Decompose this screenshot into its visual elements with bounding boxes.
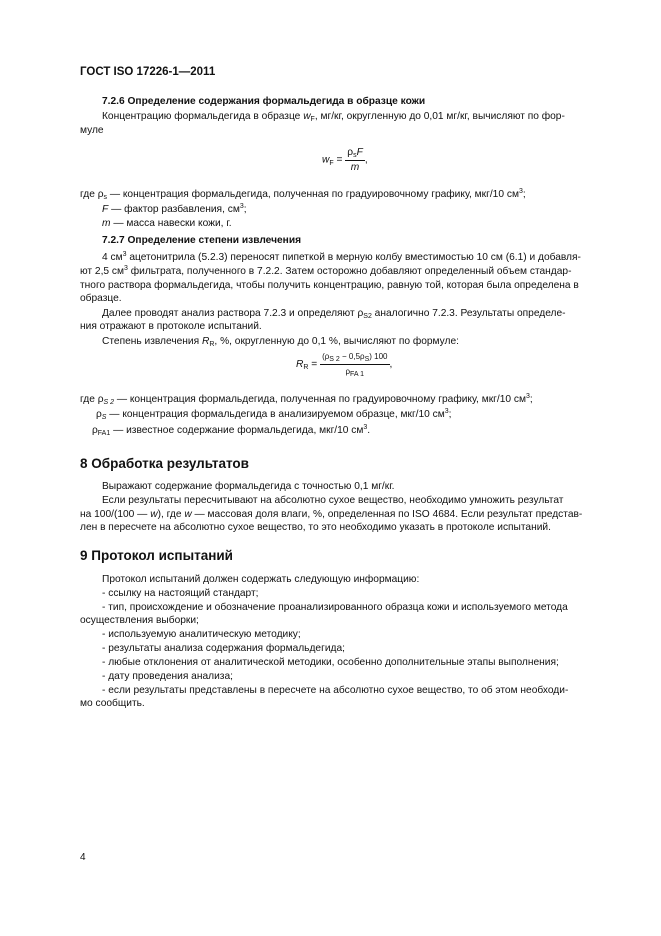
formula-rr xyxy=(296,350,392,379)
text-run: ), где xyxy=(157,509,185,520)
variable: w xyxy=(150,509,158,520)
superscript: 3 xyxy=(239,203,244,210)
superscript: 3 xyxy=(363,424,368,431)
denominator: m xyxy=(350,162,360,173)
formula-end: , xyxy=(389,359,393,371)
text-run: , %, округленную до 0,1 %, вычисляют по формуле: xyxy=(214,336,459,347)
text-run: где xyxy=(80,189,98,200)
definition-line xyxy=(80,188,526,202)
heading-section-9: 9 Протокол испытаний xyxy=(80,548,233,563)
variable: R xyxy=(201,336,210,347)
list-item: осуществления выборки; xyxy=(80,615,199,626)
text-run: — концентрация формальдегида, полученная по градуировочному графику, мкг/10 см xyxy=(107,189,519,200)
subscript: R xyxy=(303,364,309,372)
symbol: ρ xyxy=(345,367,351,376)
list-item: мо сообщить. xyxy=(80,698,145,709)
text-run: — фактор разбавления, см xyxy=(108,204,240,215)
text-run: на 100/(100 — xyxy=(80,509,151,520)
list-item: - используемую аналитическую методику; xyxy=(102,629,301,640)
subscript: F xyxy=(329,159,334,167)
heading-7-2-7: 7.2.7 Определение степени извлечения xyxy=(102,235,302,246)
subscript: S 2 xyxy=(329,356,340,363)
list-item: - если результаты представлены в пересчете на абсолютно сухое вещество, то об этом необходи- xyxy=(102,685,569,696)
paragraph-line xyxy=(102,251,581,265)
denominator xyxy=(320,365,389,379)
list-item: - дату проведения анализа; xyxy=(102,671,233,682)
subscript: s xyxy=(353,152,357,159)
symbol: ρ xyxy=(357,308,364,319)
equals-sign: = xyxy=(336,154,343,166)
text-run: — концентрация формальдегида, полученная по градуировочному графику, мкг/10 см xyxy=(114,394,526,405)
symbol: ρ xyxy=(96,409,102,420)
text-run: фильтрата, полученного в 7.2.2. Затем осторожно добавляют определенный объем стандар- xyxy=(127,266,572,277)
text-run: ) 100 xyxy=(369,352,388,361)
paragraph-line: ния отражают в протоколе испытаний. xyxy=(80,321,262,332)
paragraph-line: лен в пересчете на абсолютно сухое вещество, то это необходимо указать в протоколе испытаний. xyxy=(80,522,551,533)
formula-lhs: w xyxy=(322,154,330,166)
list-item: - ссылку на настоящий стандарт; xyxy=(102,588,259,599)
subscript: FA 1 xyxy=(350,371,365,378)
paragraph-line: тного раствора формальдегида, чтобы получить концентрацию, равную той, которая была определена в xyxy=(80,280,579,291)
subscript: FA1 xyxy=(97,430,111,437)
text-run: — масса навески кожи, г. xyxy=(110,218,232,229)
definition-line xyxy=(102,203,247,217)
definition-line xyxy=(80,393,533,407)
equals-sign: = xyxy=(311,359,318,371)
text-run: 4 см xyxy=(102,252,123,263)
text-run: — концентрация формальдегида в анализируемом образце, мкг/10 см xyxy=(106,409,445,420)
text-run: . xyxy=(367,425,371,436)
text-run: ; xyxy=(529,394,533,405)
formula-fraction xyxy=(345,146,365,174)
text-run: , мг/кг, округленную до 0,01 мг/кг, вычисляют по фор- xyxy=(314,111,565,122)
text-run: ; xyxy=(522,189,526,200)
text-run: где xyxy=(80,394,98,405)
formula-wf xyxy=(322,146,368,174)
list-item: - тип, происхождение и обозначение проанализированного образца кожи и используемого метода xyxy=(102,602,568,613)
variable: F xyxy=(356,147,363,158)
paragraph-line xyxy=(102,307,566,321)
paragraph-line xyxy=(102,335,459,349)
superscript: 3 xyxy=(124,265,128,272)
subscript: S xyxy=(364,356,370,363)
subscript: s xyxy=(103,194,107,201)
paragraph-line: Выражают содержание формальдегида с точностью 0,1 мг/кг. xyxy=(102,481,395,492)
page-number: 4 xyxy=(80,852,86,863)
definition-line xyxy=(102,217,232,230)
superscript: 3 xyxy=(122,251,127,258)
text-run: (ρ xyxy=(322,352,330,361)
text-run: — известное содержание формальдегида, мкг/10 см xyxy=(110,425,364,436)
numerator xyxy=(345,146,365,161)
variable: w xyxy=(303,111,311,122)
paragraph-line xyxy=(80,508,582,521)
formula-fraction xyxy=(320,350,389,379)
subscript: S xyxy=(101,414,107,421)
rho: ρ xyxy=(347,147,354,158)
superscript: 3 xyxy=(444,408,449,415)
formula-lhs: R xyxy=(296,359,304,371)
paragraph-line xyxy=(80,265,571,279)
text-run: ; xyxy=(448,409,452,420)
formula-end: , xyxy=(364,154,368,166)
text-run: Концентрацию формальдегида в образце xyxy=(102,111,304,122)
heading-section-8: 8 Обработка результатов xyxy=(80,456,249,471)
text-run: Степень извлечения xyxy=(102,336,202,347)
subscript: R xyxy=(209,341,215,348)
superscript: 3 xyxy=(518,188,523,195)
symbol: ρ xyxy=(97,189,104,200)
paragraph-line: Если результаты пересчитывают на абсолютно сухое вещество, необходимо умножить результат xyxy=(102,495,564,506)
heading-7-2-6: 7.2.6 Определение содержания формальдегида в образце кожи xyxy=(102,96,426,107)
superscript: 3 xyxy=(525,393,530,400)
paragraph-line: муле xyxy=(80,125,104,136)
paragraph-line xyxy=(102,110,565,124)
text-run: ; xyxy=(243,204,247,215)
symbol: m xyxy=(102,218,111,229)
list-item: - результаты анализа содержания формальдегида; xyxy=(102,643,345,654)
text-run: — массовая доля влаги, %, определенная по ISO 4684. Если результат представ- xyxy=(191,509,583,520)
paragraph-line: образце. xyxy=(80,293,122,304)
paragraph-line: Протокол испытаний должен содержать следующую информацию: xyxy=(102,574,420,585)
symbol: ρ xyxy=(92,425,98,436)
definition-line xyxy=(96,408,452,422)
text-run: Далее проводят анализ раствора 7.2.3 и определяют xyxy=(102,308,358,319)
symbol: F xyxy=(102,204,109,215)
numerator xyxy=(320,350,389,365)
subscript: S2 xyxy=(363,313,372,320)
subscript: S 2 xyxy=(103,399,115,406)
text-run: ацетонитрила (5.2.3) переносят пипеткой в мерную колбу вместимостью 10 см (6.1) и добавля- xyxy=(126,252,581,263)
list-item: - любые отклонения от аналитической методики, особенно дополнительные этапы выполнения; xyxy=(102,657,559,668)
standard-header: ГОСТ ISO 17226-1—2011 xyxy=(80,66,216,78)
text-run: ют 2,5 см xyxy=(80,266,125,277)
subscript: F xyxy=(310,116,315,123)
text-run: аналогично 7.2.3. Результаты определе- xyxy=(371,308,566,319)
text-run: − 0,5ρ xyxy=(339,352,365,361)
symbol: ρ xyxy=(97,394,104,405)
definition-line xyxy=(92,424,370,438)
variable: w xyxy=(184,509,192,520)
